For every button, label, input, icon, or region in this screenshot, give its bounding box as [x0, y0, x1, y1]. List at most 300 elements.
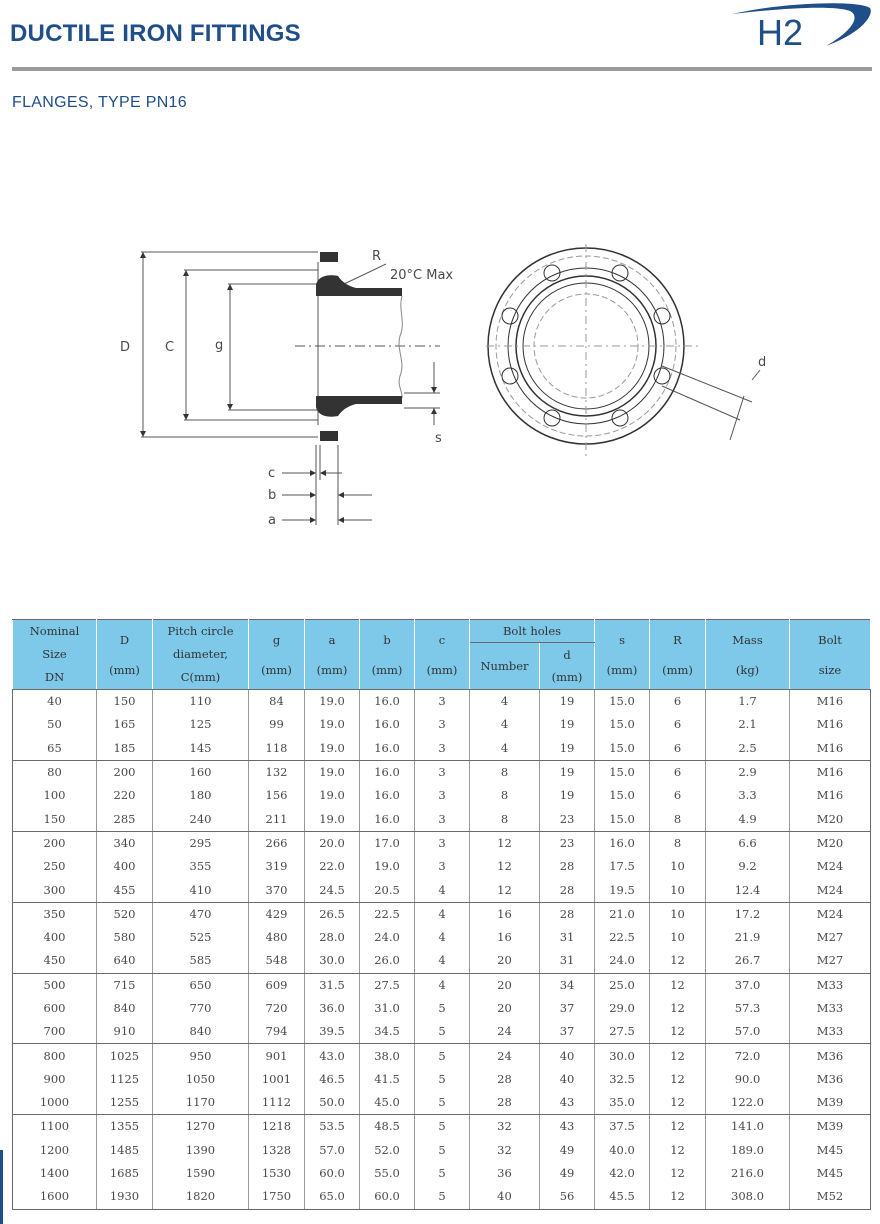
- table-cell: M16: [790, 760, 871, 784]
- table-cell: M45: [790, 1162, 871, 1185]
- table-row: [13, 926, 871, 949]
- label-d: d: [758, 355, 767, 370]
- table-cell: 50.0: [305, 1091, 360, 1115]
- table-cell: 350: [13, 902, 97, 926]
- table-cell: 8: [470, 784, 540, 807]
- table-row: [13, 1115, 871, 1139]
- table-row: [13, 1020, 871, 1044]
- table-cell: 15.0: [595, 807, 650, 831]
- table-cell: 250: [13, 855, 97, 878]
- table-cell: 26.0: [360, 949, 415, 973]
- table-cell: 30.0: [595, 1044, 650, 1068]
- table-row: [13, 855, 871, 878]
- table-cell: 5: [415, 1068, 470, 1091]
- table-cell: 1100: [13, 1115, 97, 1139]
- table-row: [13, 1139, 871, 1162]
- table-cell: 20.0: [305, 831, 360, 855]
- page-title: DUCTILE IRON FITTINGS: [10, 20, 301, 47]
- table-cell: 145: [153, 737, 249, 761]
- table-cell: 480: [249, 926, 305, 949]
- table-row: [13, 878, 871, 902]
- table-cell: 72.0: [706, 1044, 790, 1068]
- table-cell: 8: [470, 807, 540, 831]
- table-cell: 1200: [13, 1139, 97, 1162]
- table-cell: 901: [249, 1044, 305, 1068]
- table-cell: 24.0: [595, 949, 650, 973]
- table-cell: 19.0: [305, 807, 360, 831]
- table-cell: 20: [470, 949, 540, 973]
- table-cell: 41.5: [360, 1068, 415, 1091]
- label-temp-max: 20°C Max: [390, 268, 454, 283]
- label-D: D: [120, 340, 131, 355]
- table-cell: 26.5: [305, 902, 360, 926]
- table-cell: 122.0: [706, 1091, 790, 1115]
- table-cell: 32: [470, 1139, 540, 1162]
- table-cell: 141.0: [706, 1115, 790, 1139]
- table-cell: 150: [97, 690, 153, 714]
- table-cell: 5: [415, 1185, 470, 1209]
- table-cell: 3: [415, 760, 470, 784]
- table-cell: 1218: [249, 1115, 305, 1139]
- table-cell: 10: [650, 902, 706, 926]
- table-cell: 32: [470, 1115, 540, 1139]
- table-cell: 585: [153, 949, 249, 973]
- table-cell: 32.5: [595, 1068, 650, 1091]
- header-g: g (mm): [249, 620, 305, 690]
- table-cell: 125: [153, 713, 249, 736]
- table-row: [13, 997, 871, 1020]
- table-cell: 60.0: [360, 1185, 415, 1209]
- table-cell: M39: [790, 1091, 871, 1115]
- table-cell: 525: [153, 926, 249, 949]
- table-cell: 22.5: [595, 926, 650, 949]
- table-cell: 160: [153, 760, 249, 784]
- table-cell: M16: [790, 690, 871, 714]
- header-rule: [12, 67, 872, 71]
- table-cell: 1600: [13, 1185, 97, 1209]
- table-cell: 300: [13, 878, 97, 902]
- table-cell: 16.0: [360, 760, 415, 784]
- table-cell: 26.7: [706, 949, 790, 973]
- table-cell: 5: [415, 1115, 470, 1139]
- table-cell: 100: [13, 784, 97, 807]
- table-cell: 3: [415, 690, 470, 714]
- table-cell: 28.0: [305, 926, 360, 949]
- table-cell: 4: [415, 902, 470, 926]
- table-cell: 3.3: [706, 784, 790, 807]
- table-cell: 36: [470, 1162, 540, 1185]
- table-cell: 240: [153, 807, 249, 831]
- table-row: [13, 1044, 871, 1068]
- label-b: b: [268, 488, 277, 503]
- table-cell: 3: [415, 855, 470, 878]
- table-cell: 12: [650, 1185, 706, 1209]
- table-cell: 450: [13, 949, 97, 973]
- table-cell: 800: [13, 1044, 97, 1068]
- table-cell: 6: [650, 737, 706, 761]
- table-cell: 12: [650, 997, 706, 1020]
- table-cell: 3: [415, 737, 470, 761]
- table-cell: 20: [470, 997, 540, 1020]
- table-cell: 1355: [97, 1115, 153, 1139]
- table-cell: 580: [97, 926, 153, 949]
- table-cell: 31: [540, 926, 595, 949]
- table-cell: 40: [540, 1044, 595, 1068]
- table-cell: 118: [249, 737, 305, 761]
- table-cell: M20: [790, 807, 871, 831]
- table-cell: 400: [13, 926, 97, 949]
- table-cell: 1255: [97, 1091, 153, 1115]
- table-cell: 794: [249, 1020, 305, 1044]
- table-body: [13, 690, 871, 1210]
- table-cell: 295: [153, 831, 249, 855]
- table-cell: 6: [650, 784, 706, 807]
- table-cell: M36: [790, 1044, 871, 1068]
- table-cell: 1685: [97, 1162, 153, 1185]
- table-cell: 12: [650, 1115, 706, 1139]
- table-cell: 2.5: [706, 737, 790, 761]
- table-cell: 19: [540, 713, 595, 736]
- table-cell: M33: [790, 997, 871, 1020]
- table-cell: 1001: [249, 1068, 305, 1091]
- table-cell: 36.0: [305, 997, 360, 1020]
- table-cell: 16.0: [360, 690, 415, 714]
- header-d: d (mm): [540, 643, 595, 690]
- table-cell: 27.5: [595, 1020, 650, 1044]
- table-cell: M33: [790, 973, 871, 997]
- table-cell: 1270: [153, 1115, 249, 1139]
- table-cell: M24: [790, 878, 871, 902]
- table-cell: 110: [153, 690, 249, 714]
- table-cell: 12: [470, 878, 540, 902]
- table-cell: 65: [13, 737, 97, 761]
- header-bolt-holes: Bolt holes: [470, 620, 595, 643]
- table-cell: 150: [13, 807, 97, 831]
- table-cell: 600: [13, 997, 97, 1020]
- table-cell: 470: [153, 902, 249, 926]
- table-cell: 340: [97, 831, 153, 855]
- table-cell: 60.0: [305, 1162, 360, 1185]
- table-cell: 1000: [13, 1091, 97, 1115]
- table-cell: 65.0: [305, 1185, 360, 1209]
- table-cell: 5: [415, 1020, 470, 1044]
- table-cell: 24.5: [305, 878, 360, 902]
- table-cell: 609: [249, 973, 305, 997]
- table-cell: M27: [790, 949, 871, 973]
- table-cell: 19: [540, 690, 595, 714]
- header-b: b (mm): [360, 620, 415, 690]
- table-cell: 189.0: [706, 1139, 790, 1162]
- table-cell: 19.0: [305, 760, 360, 784]
- table-cell: 165: [97, 713, 153, 736]
- table-cell: 34: [540, 973, 595, 997]
- table-cell: 840: [97, 997, 153, 1020]
- table-cell: 12: [650, 973, 706, 997]
- table-cell: 37.5: [595, 1115, 650, 1139]
- table-cell: 84: [249, 690, 305, 714]
- table-cell: 180: [153, 784, 249, 807]
- table-cell: 16.0: [360, 737, 415, 761]
- table-cell: 22.0: [305, 855, 360, 878]
- table-cell: 548: [249, 949, 305, 973]
- table-cell: 4: [470, 713, 540, 736]
- table-cell: 17.2: [706, 902, 790, 926]
- table-row: [13, 690, 871, 714]
- table-cell: 57.3: [706, 997, 790, 1020]
- table-cell: 5: [415, 1139, 470, 1162]
- table-cell: 12: [650, 1020, 706, 1044]
- table-cell: 6: [650, 713, 706, 736]
- table-row: [13, 760, 871, 784]
- table-cell: 45.5: [595, 1185, 650, 1209]
- table-cell: 1400: [13, 1162, 97, 1185]
- table-cell: 216.0: [706, 1162, 790, 1185]
- table-cell: 1025: [97, 1044, 153, 1068]
- header-pitch-circle: Pitch circle diameter, C(mm): [153, 620, 249, 690]
- table-cell: 3: [415, 831, 470, 855]
- table-cell: 211: [249, 807, 305, 831]
- table-cell: 24: [470, 1044, 540, 1068]
- table-cell: 37: [540, 997, 595, 1020]
- table-cell: 8: [470, 760, 540, 784]
- table-cell: 1.7: [706, 690, 790, 714]
- table-cell: 16.0: [360, 713, 415, 736]
- label-a: a: [268, 513, 276, 528]
- table-cell: 57.0: [305, 1139, 360, 1162]
- table-cell: 10: [650, 926, 706, 949]
- header-dn: Nominal Size DN: [13, 620, 97, 690]
- header-a: a (mm): [305, 620, 360, 690]
- table-row: [13, 973, 871, 997]
- table-cell: 1050: [153, 1068, 249, 1091]
- table-cell: M45: [790, 1139, 871, 1162]
- table-cell: 4: [415, 926, 470, 949]
- table-cell: 400: [97, 855, 153, 878]
- table-cell: 30.0: [305, 949, 360, 973]
- header-D: D (mm): [97, 620, 153, 690]
- table-cell: 34.5: [360, 1020, 415, 1044]
- table-cell: 840: [153, 1020, 249, 1044]
- table-cell: M16: [790, 713, 871, 736]
- section-subtitle: FLANGES, TYPE PN16: [12, 94, 187, 111]
- table-cell: M33: [790, 1020, 871, 1044]
- table-cell: 15.0: [595, 690, 650, 714]
- table-cell: 1820: [153, 1185, 249, 1209]
- table-cell: 200: [13, 831, 97, 855]
- table-cell: 4: [470, 690, 540, 714]
- table-cell: 2.1: [706, 713, 790, 736]
- table-cell: 55.0: [360, 1162, 415, 1185]
- table-cell: 40.0: [595, 1139, 650, 1162]
- table-cell: 900: [13, 1068, 97, 1091]
- table-cell: 19.5: [595, 878, 650, 902]
- table-cell: 4: [415, 949, 470, 973]
- table-cell: 520: [97, 902, 153, 926]
- table-cell: 5: [415, 1162, 470, 1185]
- table-cell: M24: [790, 902, 871, 926]
- table-cell: 308.0: [706, 1185, 790, 1209]
- table-cell: 28: [540, 855, 595, 878]
- table-cell: 28: [470, 1068, 540, 1091]
- table-cell: 52.0: [360, 1139, 415, 1162]
- table-cell: 370: [249, 878, 305, 902]
- table-cell: 28: [470, 1091, 540, 1115]
- table-cell: 23: [540, 831, 595, 855]
- table-cell: 6: [650, 690, 706, 714]
- table-cell: 38.0: [360, 1044, 415, 1068]
- table-cell: 3: [415, 807, 470, 831]
- table-cell: 1590: [153, 1162, 249, 1185]
- left-accent-bar: [0, 1150, 3, 1224]
- table-cell: 770: [153, 997, 249, 1020]
- table-cell: 21.0: [595, 902, 650, 926]
- table-cell: 12: [650, 1044, 706, 1068]
- table-cell: 45.0: [360, 1091, 415, 1115]
- table-cell: 1750: [249, 1185, 305, 1209]
- table-cell: 15.0: [595, 713, 650, 736]
- label-c: c: [268, 466, 276, 481]
- table-row: [13, 902, 871, 926]
- table-cell: 1170: [153, 1091, 249, 1115]
- table-cell: 99: [249, 713, 305, 736]
- table-cell: 40: [540, 1068, 595, 1091]
- table-cell: M52: [790, 1185, 871, 1209]
- table-cell: 19.0: [305, 713, 360, 736]
- label-R: R: [372, 249, 382, 264]
- table-cell: 5: [415, 997, 470, 1020]
- label-g: g: [215, 338, 224, 353]
- table-cell: 49: [540, 1162, 595, 1185]
- table-cell: 21.9: [706, 926, 790, 949]
- table-row: [13, 713, 871, 736]
- logo-text: H2: [757, 12, 804, 53]
- table-cell: 185: [97, 737, 153, 761]
- header-mass: Mass (kg): [706, 620, 790, 690]
- table-cell: 12.4: [706, 878, 790, 902]
- table-row: [13, 1068, 871, 1091]
- table-cell: 90.0: [706, 1068, 790, 1091]
- table-cell: 56: [540, 1185, 595, 1209]
- table-cell: M16: [790, 737, 871, 761]
- table-cell: 700: [13, 1020, 97, 1044]
- table-cell: 43.0: [305, 1044, 360, 1068]
- table-cell: 31: [540, 949, 595, 973]
- table-row: [13, 949, 871, 973]
- table-cell: 6: [650, 760, 706, 784]
- table-cell: 16.0: [595, 831, 650, 855]
- header-R: R (mm): [650, 620, 706, 690]
- table-cell: 10: [650, 855, 706, 878]
- table-cell: 12: [650, 1068, 706, 1091]
- table-cell: 27.5: [360, 973, 415, 997]
- table-cell: 16: [470, 902, 540, 926]
- table-cell: 31.0: [360, 997, 415, 1020]
- table-cell: 640: [97, 949, 153, 973]
- table-cell: 429: [249, 902, 305, 926]
- flange-spec-table: [12, 619, 871, 1210]
- table-cell: 4: [415, 973, 470, 997]
- table-cell: 15.0: [595, 737, 650, 761]
- table-cell: 12: [650, 1139, 706, 1162]
- table-row: [13, 784, 871, 807]
- table-row: [13, 831, 871, 855]
- table-cell: 1112: [249, 1091, 305, 1115]
- table-row: [13, 1185, 871, 1209]
- table-cell: M39: [790, 1115, 871, 1139]
- table-cell: 29.0: [595, 997, 650, 1020]
- table-cell: 1930: [97, 1185, 153, 1209]
- table-cell: 17.0: [360, 831, 415, 855]
- table-cell: 266: [249, 831, 305, 855]
- table-cell: 1390: [153, 1139, 249, 1162]
- header-s: s (mm): [595, 620, 650, 690]
- label-s: s: [435, 431, 442, 446]
- header-bolt-size: Bolt size: [790, 620, 871, 690]
- table-cell: 285: [97, 807, 153, 831]
- table-cell: 950: [153, 1044, 249, 1068]
- table-cell: 48.5: [360, 1115, 415, 1139]
- label-C: C: [165, 340, 175, 355]
- table-cell: 500: [13, 973, 97, 997]
- table-cell: 200: [97, 760, 153, 784]
- table-cell: 17.5: [595, 855, 650, 878]
- table-cell: 2.9: [706, 760, 790, 784]
- table-cell: 20: [470, 973, 540, 997]
- table-cell: 15.0: [595, 784, 650, 807]
- table-cell: 25.0: [595, 973, 650, 997]
- table-cell: 132: [249, 760, 305, 784]
- table-cell: 5: [415, 1091, 470, 1115]
- table-cell: 28: [540, 902, 595, 926]
- table-cell: 20.5: [360, 878, 415, 902]
- table-cell: 49: [540, 1139, 595, 1162]
- table-cell: 39.5: [305, 1020, 360, 1044]
- table-cell: 19.0: [360, 855, 415, 878]
- table-cell: 31.5: [305, 973, 360, 997]
- table-cell: 15.0: [595, 760, 650, 784]
- table-cell: 1530: [249, 1162, 305, 1185]
- table-cell: M36: [790, 1068, 871, 1091]
- table-cell: 35.0: [595, 1091, 650, 1115]
- table-row: [13, 807, 871, 831]
- table-cell: 650: [153, 973, 249, 997]
- table-cell: 12: [650, 1091, 706, 1115]
- table-cell: 19.0: [305, 737, 360, 761]
- table-cell: 4.9: [706, 807, 790, 831]
- h2-logo: [724, 0, 874, 58]
- table-cell: 16.0: [360, 807, 415, 831]
- table-cell: 37.0: [706, 973, 790, 997]
- table-cell: 57.0: [706, 1020, 790, 1044]
- table-cell: 355: [153, 855, 249, 878]
- table-cell: 720: [249, 997, 305, 1020]
- table-cell: 24: [470, 1020, 540, 1044]
- table-cell: M27: [790, 926, 871, 949]
- table-cell: 715: [97, 973, 153, 997]
- table-cell: 23: [540, 807, 595, 831]
- table-cell: 9.2: [706, 855, 790, 878]
- table-cell: 8: [650, 831, 706, 855]
- table-cell: 4: [470, 737, 540, 761]
- table-cell: 3: [415, 784, 470, 807]
- table-cell: 16: [470, 926, 540, 949]
- table-cell: 19: [540, 737, 595, 761]
- table-cell: 3: [415, 713, 470, 736]
- table-cell: 8: [650, 807, 706, 831]
- table-cell: 19: [540, 760, 595, 784]
- table-row: [13, 737, 871, 761]
- table-cell: 10: [650, 878, 706, 902]
